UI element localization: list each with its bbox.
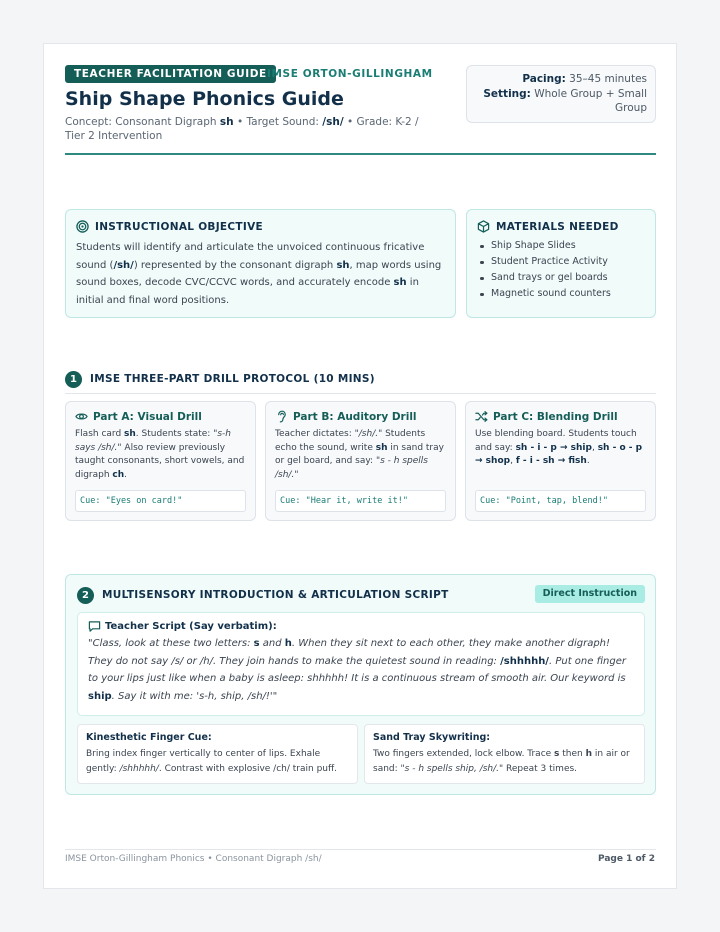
objective-text: Students will identify and articulate the unvoiced continuous fricative sound (/sh/) represented by the consonant digraph sh, map words using sound boxes, decode CVC/CCVC words, and accurately encode sh in initial and final word positions.	[76, 242, 442, 306]
section-divider	[65, 393, 656, 394]
footer-divider	[65, 849, 656, 850]
drill-card-visual	[65, 401, 256, 521]
sand-tray-title: Sand Tray Skywriting:	[373, 732, 491, 743]
list-item: Sand trays or gel boards	[477, 270, 645, 286]
drill-text: Flash card sh. Students state: "s-h says /sh/." Also review previously taught consonants, short vowels, and digraph ch.	[75, 429, 245, 480]
pacing-box: Pacing: 35–45 minutes Setting: Whole Group + Small Group	[466, 65, 656, 123]
kinesthetic-cue-box	[77, 724, 358, 784]
page-number: Page 1 of 2	[598, 854, 655, 864]
facilitation-badge: TEACHER FACILITATION GUIDE	[65, 65, 276, 83]
drill-text: Use blending board. Students touch and say: sh - i - p → ship, sh - o - p → shop, f - i - sh → fish.	[475, 429, 643, 466]
section-number: 2	[77, 587, 94, 604]
kinesthetic-title: Kinesthetic Finger Cue:	[86, 732, 212, 743]
section-number: 1	[65, 371, 82, 388]
sand-tray-text: Two fingers extended, lock elbow. Trace s then h in air or sand: "s - h spells ship, /sh/." Repeat 3 times.	[373, 749, 630, 774]
teacher-script	[77, 612, 645, 716]
concept-line: Concept: Consonant Digraph sh • Target Sound: /sh/ • Grade: K-2 / Tier 2 Intervention	[65, 116, 419, 142]
ear-icon	[275, 410, 288, 423]
materials-card	[466, 209, 656, 318]
header-divider	[65, 153, 656, 155]
eye-icon	[75, 410, 88, 423]
drill-title: Part C: Blending Drill	[493, 410, 618, 423]
target-icon	[76, 220, 89, 233]
cue-box: Cue: "Eyes on card!"	[75, 490, 246, 512]
materials-list	[477, 238, 645, 302]
list-item: Student Practice Activity	[477, 254, 645, 270]
script-heading: Teacher Script (Say verbatim):	[105, 621, 277, 632]
shuffle-icon	[475, 410, 488, 423]
section-title: MULTISENSORY INTRODUCTION & ARTICULATION SCRIPT	[102, 589, 449, 601]
multisensory-card	[65, 574, 656, 795]
sand-tray-box	[364, 724, 645, 784]
drill-title: Part B: Auditory Drill	[293, 410, 417, 423]
cue-box: Cue: "Point, tap, blend!"	[475, 490, 646, 512]
speech-bubble-icon	[88, 620, 101, 633]
box-icon	[477, 220, 490, 233]
program-label: IMSE ORTON-GILLINGHAM	[267, 68, 433, 80]
cue-box: Cue: "Hear it, write it!"	[275, 490, 446, 512]
section-title: IMSE THREE-PART DRILL PROTOCOL (10 MINS)	[90, 373, 375, 385]
drill-text: Teacher dictates: "/sh/." Students echo the sound, write sh in sand tray or gel board, and say: "s - h spells /sh/."	[275, 429, 444, 480]
page-title: Ship Shape Phonics Guide	[65, 88, 344, 110]
drill-title: Part A: Visual Drill	[93, 410, 202, 423]
drill-card-blending	[465, 401, 656, 521]
kinesthetic-text: Bring index finger vertically to center of lips. Exhale gently: /shhhhh/. Contrast with explosive /ch/ train puff.	[86, 749, 338, 774]
guide-page	[43, 43, 677, 889]
direct-instruction-badge: Direct Instruction	[535, 585, 645, 603]
list-item: Magnetic sound counters	[477, 286, 645, 302]
objective-card	[65, 209, 456, 318]
footer-text: IMSE Orton-Gillingham Phonics • Consonant Digraph /sh/	[65, 854, 322, 864]
drill-card-auditory	[265, 401, 456, 521]
script-text: "Class, look at these two letters: s and h. When they sit next to each other, they make another digraph! They do not say /s/ or /h/. They join hands to make the quietest sound in reading: /shhhhh/. Put one finger to your lips just like when a baby is asleep: shhhhh! It is a continuous stream of smooth air. Our keyword is ship. Say it with me: 's-h, ship, /sh/!'"	[88, 638, 626, 702]
list-item: Ship Shape Slides	[477, 238, 645, 254]
materials-heading: MATERIALS NEEDED	[477, 220, 645, 233]
objective-heading: INSTRUCTIONAL OBJECTIVE	[76, 220, 445, 233]
